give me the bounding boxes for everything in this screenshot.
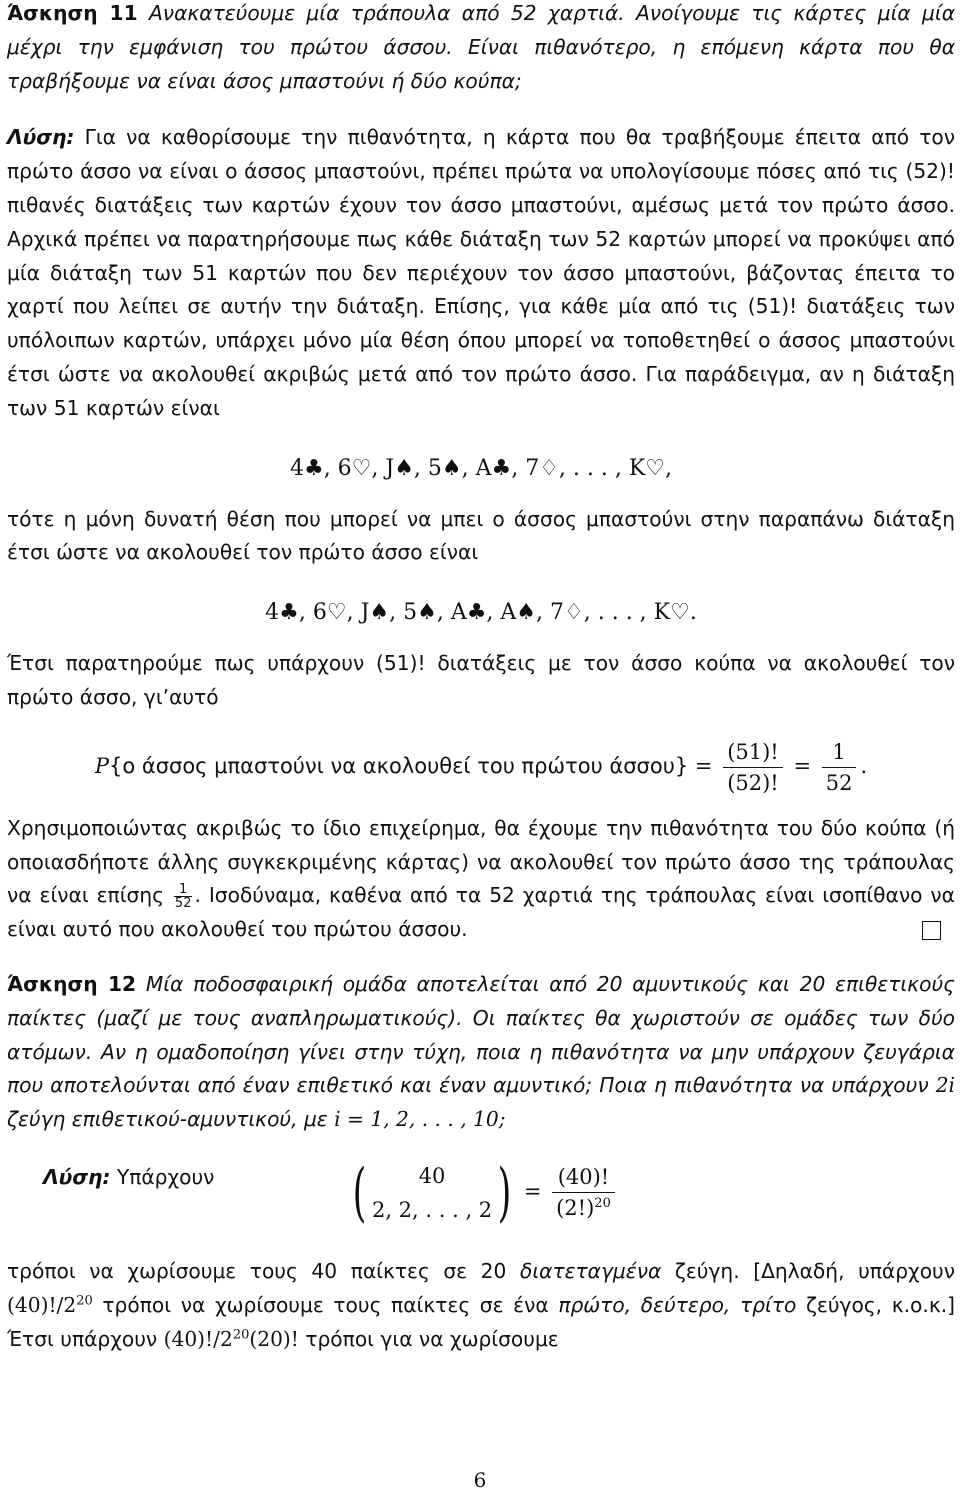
fraction-numerator-1: (51)! [723, 737, 783, 768]
exercise-12-2i: 2i [935, 1073, 955, 1098]
solution-12-text-1b: ζεύγη. [Δηλαδή, υπάρχουν [674, 1258, 956, 1283]
solution-12-text-4: τρόποι για να χωρίσουμε [305, 1326, 559, 1351]
event-description: {ο άσσος μπαστούνι να ακολουθεί του πρώτου άσσου} [108, 753, 689, 778]
denominator-exponent: 20 [594, 1196, 611, 1212]
inline-fraction-denominator: 52 [174, 896, 192, 912]
solution-11-paragraph-4 [7, 812, 955, 947]
solution-12-text-1: τρόποι να χωρίσουμε τους 40 παίκτες σε 20 [7, 1258, 507, 1283]
solution-11-paragraph-3: Έτσι παρατηρούμε πως υπάρχουν (51)! διατάξεις με τον άσσο κούπα να ακολουθεί τον πρώτο άσσο, γι’αυτό [7, 651, 955, 709]
multinomial-fraction-denominator [552, 1193, 615, 1223]
solution-12-expr-1 [7, 1293, 93, 1317]
equals-sign-1: = [694, 753, 713, 778]
fraction-one-over-52 [822, 737, 857, 798]
solution-12-text-3: ζεύγος, κ.ο.κ.] Έτσι υπάρχουν [7, 1292, 956, 1351]
multinomial-coefficient [347, 1155, 517, 1230]
equals-sign-2: = [793, 753, 812, 778]
fraction-numerator-2: 1 [822, 737, 857, 768]
solution-11-paragraph-2: τότε η μόνη δυνατή θέση που μπορεί να μπει ο άσσος μπαστούνι στην παραπάνω διάταξη έτσι ώστε να ακολουθεί τον πρώτο άσσο είναι [7, 506, 955, 565]
multinomial-top: 40 [418, 1163, 446, 1188]
solution-12-header-row [7, 1151, 955, 1247]
expr-1-exponent: 20 [76, 1292, 93, 1308]
exercise-11-statement [7, 0, 955, 98]
multinomial-stack [372, 1159, 492, 1227]
solution-12-intro-text: Υπάρχουν [116, 1164, 215, 1189]
fraction-denominator-2: 52 [825, 770, 853, 795]
inline-fraction-1-52 [174, 883, 193, 910]
multinomial-formula [347, 1155, 619, 1230]
solution-12-expr-2 [164, 1327, 299, 1351]
expr-2-exponent: 20 [232, 1326, 250, 1342]
denominator-base: (2!) [556, 1196, 595, 1221]
card-sequence-2: 4♣, 6♡, J♠, 5♠, A♣, A♠, 7♢, . . . , K♡. [265, 600, 697, 626]
solution-11-label: Λύση: [7, 125, 75, 150]
multinomial-fraction [552, 1162, 615, 1223]
probability-symbol: P [94, 753, 109, 778]
solution-11-text-4b: . Ισοδύναμα, καθένα από τα 52 χαρτιά της τράπουλας είναι ισοπίθανο να είναι αυτό που ακολουθεί του πρώτου άσσου. [7, 883, 955, 942]
solution-12-label: Λύση: [43, 1164, 111, 1189]
exercise-12-statement [7, 968, 955, 1137]
fraction-factorials [723, 737, 783, 798]
solution-12-paragraph [7, 1255, 955, 1356]
inline-fraction-numerator: 1 [174, 883, 193, 897]
expr-2-base: (40)!/2 [163, 1326, 233, 1351]
exercise-11-text: Ανακατεύουμε μία τράπουλα από 52 χαρτιά. Ανοίγουμε τις κάρτες μία μία μέχρι την εμφάνιση του πρώτου άσσου. Είναι πιθανότερο, η επόμενη κάρτα που θα τραβήξουμε να είναι άσος μπαστούνι ή δύο κούπα; [7, 1, 956, 93]
solution-12-ordered-em: διατεταγμένα [519, 1258, 662, 1283]
multinomial-fraction-numerator: (40)! [552, 1162, 615, 1193]
page-number: 6 [473, 1468, 487, 1492]
fraction-denominator-1: (52)! [727, 770, 779, 795]
solution-11-text-1: Για να καθορίσουμε την πιθανότητα, η κάρτα που θα τραβήξουμε έπειτα από τον πρώτο άσσο να είναι ο άσσος μπαστούνι, πρέπει πρώτα να υπολογίσουμε πόσες από τις (52)! πιθανές διατάξεις των καρτών έχουν τον άσσο μπαστούνι, αμέσως μετά τον πρώτο άσσο. Αρχικά πρέπει να παρατηρήσουμε πως κάθε διάταξη των 52 καρτών μπορεί να προκύψει από μία διάταξη των 51 καρτών που δεν περιέχουν τον άσσο μπαστούνι, βάζοντας έπειτα το χαρτί που λείπει σε αυτήν την διάταξη. Επίσης, για κάθε μία από τις (51)! διατάξεις των υπόλοιπων καρτών, υπάρχει μόνο μία θέση όπου μπορεί να τοποθετηθεί ο άσσος μπαστούνι έτσι ώστε να ακολουθεί ακριβώς μετά από τον πρώτο άσσο. Για παράδειγμα, αν η διάταξη των 51 καρτών είναι [7, 125, 955, 420]
expr-2-tail: (20)! [249, 1326, 299, 1351]
solution-12-text-2: τρόποι να χωρίσουμε τους παίκτες σε ένα [102, 1292, 549, 1317]
solution-11-text-4a: Χρησιμοποιώντας ακριβώς το ίδιο επιχείρημα, θα έχουμε την πιθανότητα του δύο κούπα (ή οποιασδήποτε άλλης συγκεκριμένης κάρτας) να ακολουθεί τον πρώτο άσσο της τράπουλας να είναι επίσης [7, 815, 955, 908]
solution-11-paragraph [7, 121, 955, 425]
exercise-12-text-b: ζεύγη επιθετικού-αμυντικού, με [7, 1107, 328, 1132]
exercise-11-label: Άσκηση 11 [7, 1, 138, 25]
exercise-12-text-a: Μία ποδοσφαιρική ομάδα αποτελείται από 20 αμυντικούς και 20 επιθετικούς παίκτες (μαζί με τους αναπληρωματικούς). Οι παίκτες θα χωριστούν σε ομάδες των δύο ατόμων. Αν η ομαδοποίηση γίνει στην τύχη, ποια η πιθανότητα να μην υπάρχουν ζευγάρια που αποτελούνται από έναν επιθετικό και έναν αμυντικό; Ποια η πιθανότητα να υπάρχουν [7, 971, 956, 1098]
qed-square-icon [922, 921, 941, 940]
expr-1-base: (40)!/2 [7, 1292, 77, 1317]
card-sequence-1: 4♣, 6♡, J♠, 5♠, A♣, 7♢, . . . , K♡, [289, 455, 673, 481]
multinomial-bottom: 2, 2, . . . , 2 [371, 1197, 493, 1222]
exercise-12-i-range: i = 1, 2, . . . , 10; [334, 1107, 506, 1132]
exercise-12-label: Άσκηση 12 [7, 971, 137, 996]
solution-12-first-second-third: πρώτο, δεύτερο, τρίτο [558, 1292, 797, 1317]
solution-12-intro [43, 1161, 214, 1195]
left-paren-icon: ( [352, 1155, 367, 1230]
multinomial-equals: = [523, 1179, 542, 1204]
formula-period: . [860, 753, 868, 778]
right-paren-icon: ) [497, 1155, 512, 1230]
probability-formula [7, 737, 955, 798]
document-page [7, 0, 955, 1356]
